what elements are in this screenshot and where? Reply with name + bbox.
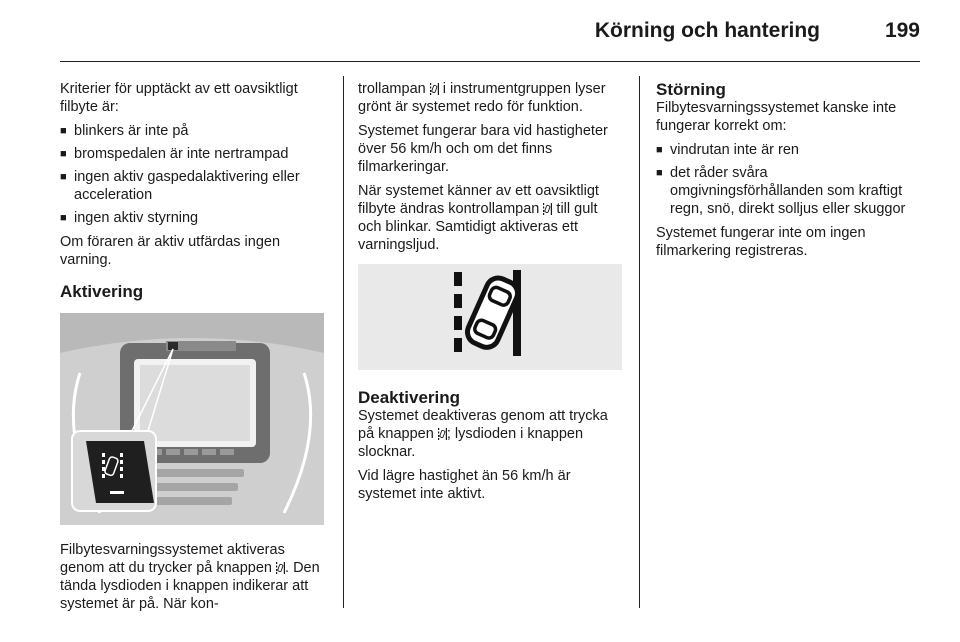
heading-activation: Aktivering: [60, 282, 144, 301]
no-markings-text: Systemet fungerar inte om ingen filmarkering registreras.: [656, 225, 866, 259]
column-divider-1: [343, 76, 344, 608]
column-1: [60, 80, 328, 619]
no-warning-text: Om föraren är aktiv utfärdas ingen varning.: [60, 234, 281, 268]
criteria-list: [60, 122, 328, 227]
low-speed-text: Vid lägre hastighet än 56 km/h är systemet inte aktivt.: [358, 468, 571, 502]
fault-list: [656, 141, 922, 218]
detection-text: När systemet känner av ett oavsiktligt filbyte ändras kontrollampan till gult och blinkar. Samtidigt aktiveras ett varningsljud.: [358, 183, 599, 253]
criteria-intro: Kriterier för upptäckt av ett oavsiktligt filbyte är:: [60, 81, 298, 115]
header-rule: [60, 61, 920, 62]
lane-departure-icon-figure: [358, 264, 622, 370]
heading-fault: Störning: [656, 80, 726, 99]
list-item: ■ ingen aktiv gaspedalaktivering eller acceleration: [60, 168, 328, 204]
list-item: ■ ingen aktiv styrning: [60, 209, 328, 227]
list-item: ■ det råder svåra omgivningsförhållanden som kraftigt regn, snö, direkt solljus eller skuggor: [656, 164, 922, 218]
column-3: [656, 80, 922, 266]
heading-deactivation: Deaktivering: [358, 388, 461, 407]
page-number: 199: [884, 19, 920, 42]
dashboard-illustration: [60, 313, 324, 525]
lane-departure-icon: [543, 203, 552, 215]
deactivation-text: Systemet deaktiveras genom att trycka på knappen ; lysdioden i knappen slocknar.: [358, 408, 608, 460]
dashboard-photo: [60, 313, 324, 525]
list-item: ■ blinkers är inte på: [60, 122, 328, 140]
lane-departure-icon: [430, 83, 439, 95]
speed-requirement-text: Systemet fungerar bara vid hastigheter över 56 km/h och om det finns filmarkeringar.: [358, 123, 608, 175]
control-lamp-text: trollampan i instrumentgruppen lyser grönt är systemet redo för funktion.: [358, 81, 606, 115]
fault-intro: Filbytesvarningssystemet kanske inte fungerar korrekt om:: [656, 100, 897, 134]
list-item: ■ vindrutan inte är ren: [656, 141, 922, 159]
column-divider-2: [639, 76, 640, 608]
activation-text: Filbytesvarningssystemet aktiveras genom att du trycker på knappen . Den tända lysdioden i knappen indikerar att systemet är på. När kon-: [60, 542, 320, 612]
list-item: ■ bromspedalen är inte nertrampad: [60, 145, 328, 163]
lane-button-small: [168, 342, 178, 350]
lane-departure-icon: [438, 428, 447, 440]
lane-departure-icon: [276, 562, 285, 574]
header-title: Körning och hantering: [594, 19, 820, 42]
lane-departure-icon: [358, 264, 622, 370]
column-2: [358, 80, 624, 509]
